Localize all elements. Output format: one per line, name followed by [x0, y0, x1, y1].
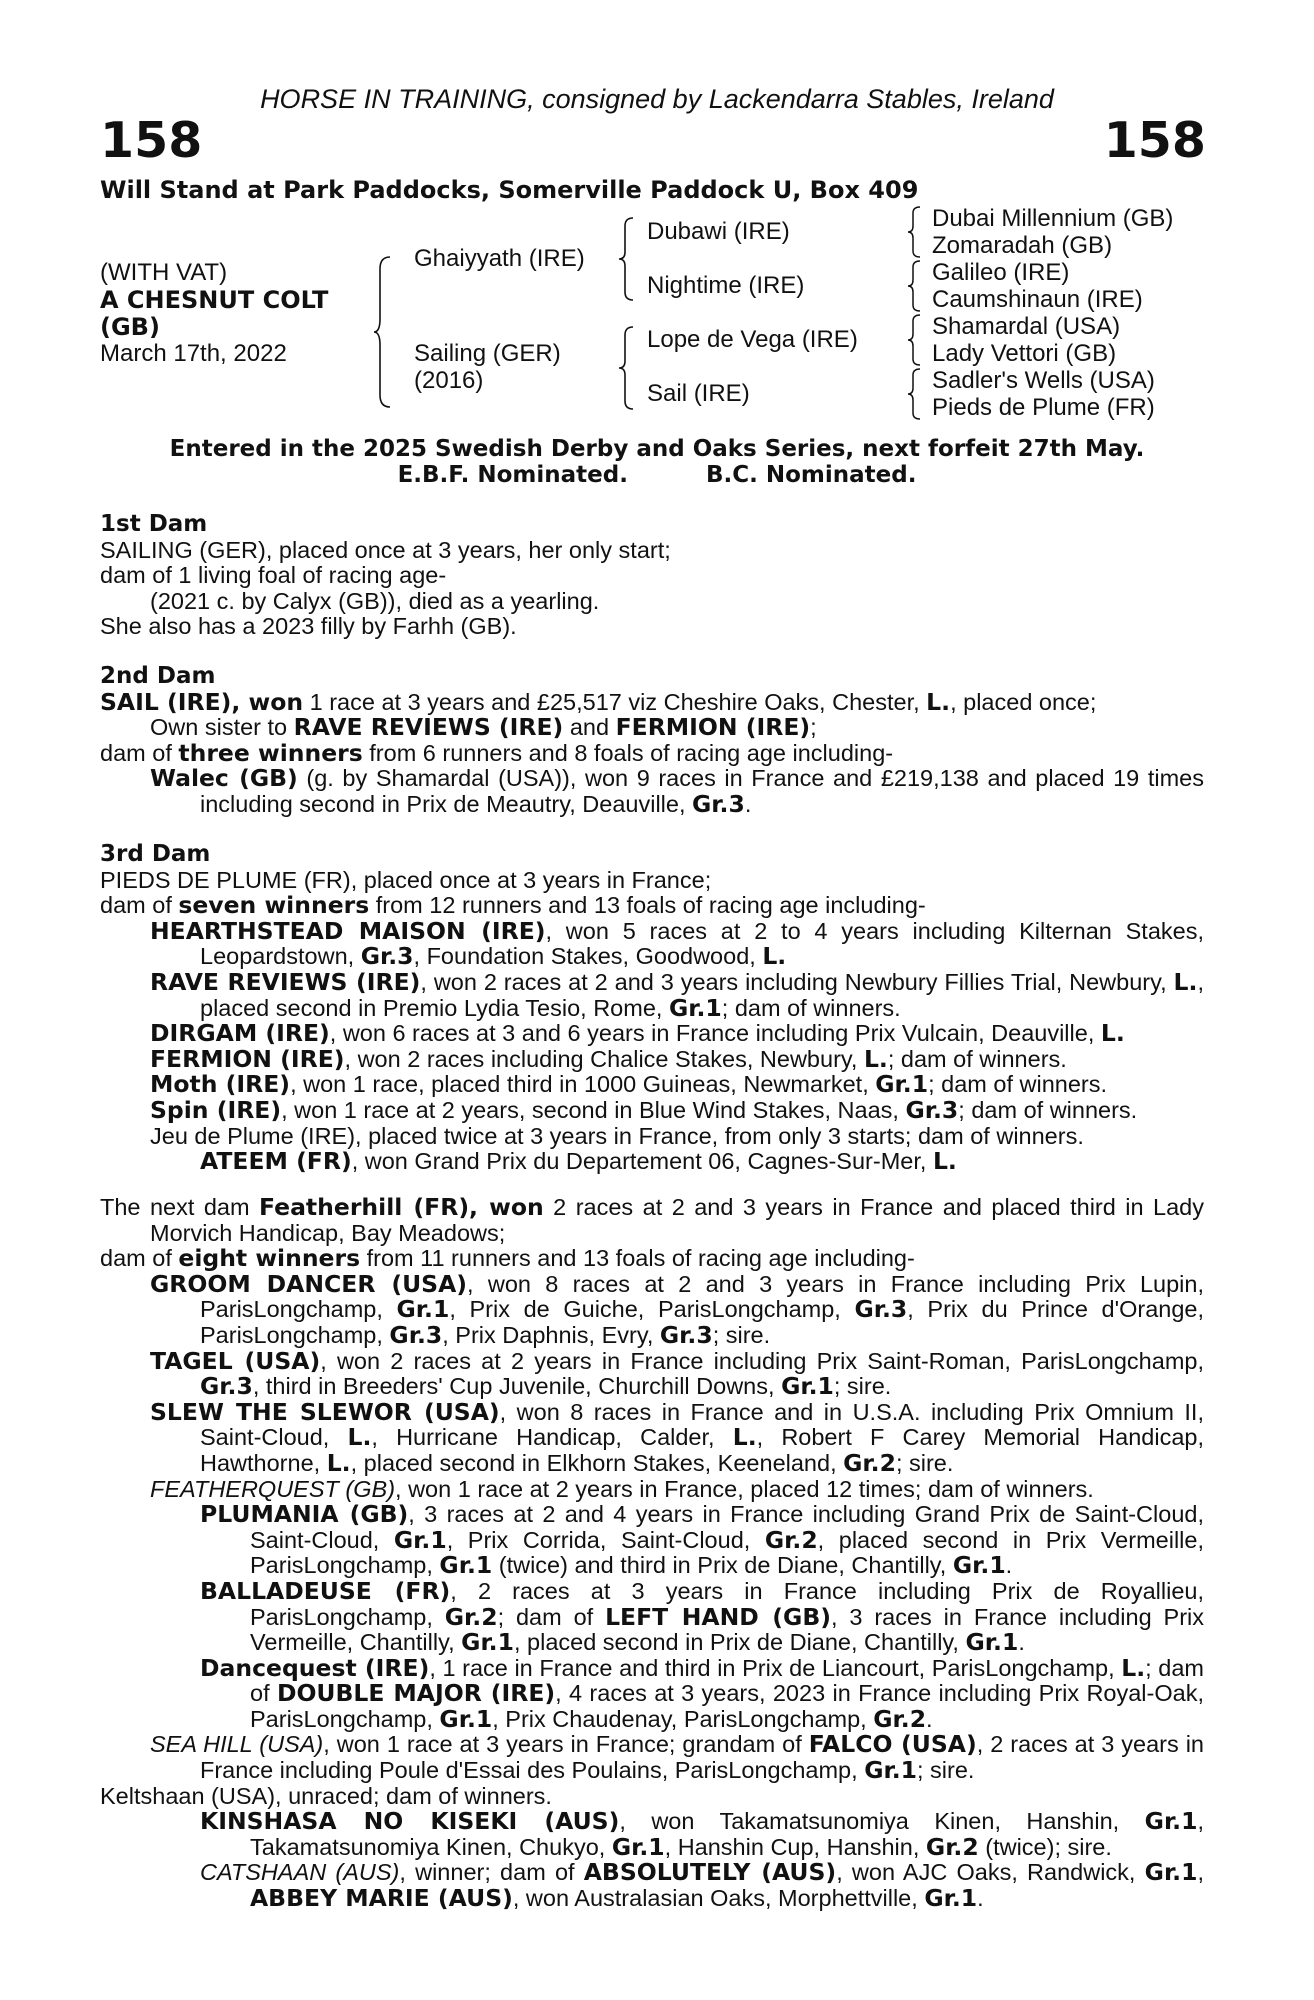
third-dam-produce: Moth (IRE), won 1 race, placed third in 1000 Guineas, Newmarket, Gr.1; dam of winners. [150, 1070, 1108, 1099]
second-dam-produce: Walec (GB) (g. by Shamardal (USA)), won 9 races in France and £219,138 and placed 19 times including second in Prix de Meautry, Deauville, Gr.3. [150, 764, 1204, 818]
nominations-line [0, 462, 1314, 488]
next-dam-grand-produce: CATSHAAN (AUS), winner; dam of ABSOLUTELY (AUS), won AJC Oaks, Randwick, Gr.1, ABBEY MARIE (AUS), won Australasian Oaks, Morphettville, Gr.1. [200, 1858, 1204, 1913]
ds-brace [906, 313, 924, 367]
sire-sire: Dubawi (IRE) [647, 218, 790, 245]
third-dam-produce: Jeu de Plume (IRE), placed twice at 3 years in France, from only 3 starts; dam of winners. [150, 1122, 1084, 1149]
dam-name-line1: Sailing (GER) [414, 340, 561, 367]
third-dam-section [100, 842, 1204, 1175]
lot-number-left: 158 [100, 112, 203, 169]
next-dam-produce: FEATHERQUEST (GB), won 1 race at 2 years in France, placed 12 times; dam of winners. [150, 1475, 1094, 1502]
second-dam-produce-line: dam of three winners from 6 runners and 8 foals of racing age including- [100, 738, 894, 767]
first-dam-line: She also has a 2023 filly by Farhh (GB). [100, 613, 517, 640]
next-dam-produce: SLEW THE SLEWOR (USA), won 8 races in France and in U.S.A. including Prix Omnium II, Saint-Cloud, L., Hurricane Handicap, Calder, L., Robert F Carey Memorial Handicap, Hawthorne, L., placed second in Elkhorn Stakes, Keeneland, Gr.2; sire. [150, 1397, 1204, 1477]
pedigree-main-brace [372, 255, 394, 409]
dam-sire: Lope de Vega (IRE) [647, 326, 858, 353]
next-dam-entry: The next dam Featherhill (FR), won 2 races at 2 and 3 years in France and placed third in Lady Morvich Handicap, Bay Meadows; [100, 1193, 1204, 1246]
vat-note: (WITH VAT) [100, 259, 228, 286]
next-dam-section [100, 1195, 1204, 1912]
horse-name-line2: (GB) [100, 313, 160, 341]
sire-dam: Nightime (IRE) [647, 272, 805, 299]
ebf-nominated: E.B.F. Nominated. [397, 462, 628, 488]
dam-dam: Sail (IRE) [647, 380, 750, 407]
first-dam-line: dam of 1 living foal of racing age- [100, 562, 447, 589]
dss: Shamardal (USA) [932, 313, 1121, 340]
ssd: Zomaradah (GB) [932, 232, 1113, 259]
third-dam-line: PIEDS DE PLUME (FR), placed once at 3 years in France; [100, 866, 712, 893]
sire-name: Ghaiyyath (IRE) [414, 245, 585, 272]
next-dam-grand-produce: PLUMANIA (GB), 3 races at 2 and 4 years in France including Grand Prix de Saint-Cloud, Saint-Cloud, Gr.1, Prix Corrida, Saint-Cloud, Gr.2, placed second in Prix Vermeille, ParisLongchamp, Gr.1 (twice) and third in Prix de Diane, Chantilly, Gr.1. [200, 1500, 1204, 1580]
next-dam-produce: SEA HILL (USA), won 1 race at 3 years in France; grandam of FALCO (USA), 2 races at 3 years in France including Poule d'Essai des Poulains, ParisLongchamp, Gr.1; sire. [150, 1730, 1204, 1785]
sire-brace [617, 216, 637, 302]
dd-brace [906, 367, 924, 421]
third-dam-title: 3rd Dam [100, 841, 211, 867]
first-dam-line: (2021 c. by Calyx (GB)), died as a yearling. [150, 587, 600, 614]
third-dam-produce-line: dam of seven winners from 12 runners and 13 foals of racing age including- [100, 891, 926, 920]
second-dam-entry: SAIL (IRE), won 1 race at 3 years and £25,517 viz Cheshire Oaks, Chester, L., placed once; Own sister to RAVE REVIEWS (IRE) and FERMION (IRE); [100, 687, 1097, 742]
lot-number-right: 158 [1103, 112, 1206, 169]
foaling-date: March 17th, 2022 [100, 340, 287, 367]
second-dam-title: 2nd Dam [100, 663, 216, 689]
ddd: Pieds de Plume (FR) [932, 394, 1155, 421]
first-dam-line: SAILING (GER), placed once at 3 years, her only start; [100, 536, 671, 563]
third-dam-produce: Spin (IRE), won 1 race at 2 years, second in Blue Wind Stakes, Naas, Gr.3; dam of winners. [150, 1095, 1138, 1124]
next-dam-produce: Keltshaan (USA), unraced; dam of winners. [100, 1782, 552, 1809]
horse-name-line1: A CHESNUT COLT [100, 286, 329, 314]
sds: Galileo (IRE) [932, 259, 1070, 286]
bc-nominated: B.C. Nominated. [705, 462, 917, 488]
dsd: Lady Vettori (GB) [932, 340, 1117, 367]
sd-brace [906, 259, 924, 313]
first-dam-section [100, 512, 1204, 640]
sdd: Caumshinaun (IRE) [932, 286, 1143, 313]
second-dam-section [100, 664, 1204, 818]
entries-line: Entered in the 2025 Swedish Derby and Oaks Series, next forfeit 27th May. [169, 436, 1145, 462]
dam-name-line2: (2016) [414, 367, 484, 394]
next-dam-grand-produce: KINSHASA NO KISEKI (AUS), won Takamatsunomiya Kinen, Hanshin, Gr.1, Takamatsunomiya Kinen, Chukyo, Gr.1, Hanshin Cup, Hanshin, Gr.2 (twice); sire. [200, 1807, 1204, 1861]
dds: Sadler's Wells (USA) [932, 367, 1155, 394]
third-dam-produce: FERMION (IRE), won 2 races including Chalice Stakes, Newbury, L.; dam of winners. [150, 1044, 1067, 1073]
third-dam-produce: RAVE REVIEWS (IRE), won 2 races at 2 and 3 years including Newbury Fillies Trial, Newbury, L., placed second in Premio Lydia Tesio, Rome, Gr.1; dam of winners. [150, 967, 1204, 1022]
third-dam-produce: HEARTHSTEAD MAISON (IRE), won 5 races at 2 to 4 years including Kilternan Stakes, Leopardstown, Gr.3, Foundation Stakes, Goodwood, L. [150, 916, 1204, 971]
third-dam-produce: DIRGAM (IRE), won 6 races at 3 and 6 years in France including Prix Vulcain, Deauville, L. [150, 1019, 1125, 1048]
next-dam-grand-produce: BALLADEUSE (FR), 2 races at 3 years in France including Prix de Royallieu, ParisLongchamp, Gr.2; dam of LEFT HAND (GB), 3 races in France including Prix Vermeille, Chantilly, Gr.1, placed second in Prix de Diane, Chantilly, Gr.1. [200, 1576, 1204, 1657]
stand-location: Will Stand at Park Paddocks, Somerville Paddock U, Box 409 [100, 176, 919, 204]
next-dam-produce: GROOM DANCER (USA), won 8 races at 2 and 3 years in France including Prix Lupin, ParisLongchamp, Gr.1, Prix de Guiche, ParisLongchamp, Gr.3, Prix du Prince d'Orange, ParisLongchamp, Gr.3, Prix Daphnis, Evry, Gr.3; sire. [150, 1269, 1204, 1349]
third-dam-produce: ATEEM (FR), won Grand Prix du Departement 06, Cagnes-Sur-Mer, L. [200, 1147, 957, 1176]
next-dam-grand-produce: Dancequest (IRE), 1 race in France and third in Prix de Liancourt, ParisLongchamp, L.; dam of DOUBLE MAJOR (IRE), 4 races at 3 years, 2023 in France including Prix Royal-Oak, ParisLongchamp, Gr.1, Prix Chaudenay, ParisLongchamp, Gr.2. [200, 1653, 1204, 1733]
consignment-title: HORSE IN TRAINING, consigned by Lackendarra Stables, Ireland [260, 84, 1054, 114]
dam-brace [617, 325, 637, 411]
next-dam-produce-line: dam of eight winners from 11 runners and 13 foals of racing age including- [100, 1244, 915, 1273]
sss: Dubai Millennium (GB) [932, 205, 1174, 232]
next-dam-produce: TAGEL (USA), won 2 races at 2 years in France including Prix Saint-Roman, ParisLongchamp, Gr.3, third in Breeders' Cup Juvenile, Churchill Downs, Gr.1; sire. [150, 1346, 1204, 1401]
ss-brace [906, 205, 924, 259]
first-dam-title: 1st Dam [100, 511, 208, 537]
